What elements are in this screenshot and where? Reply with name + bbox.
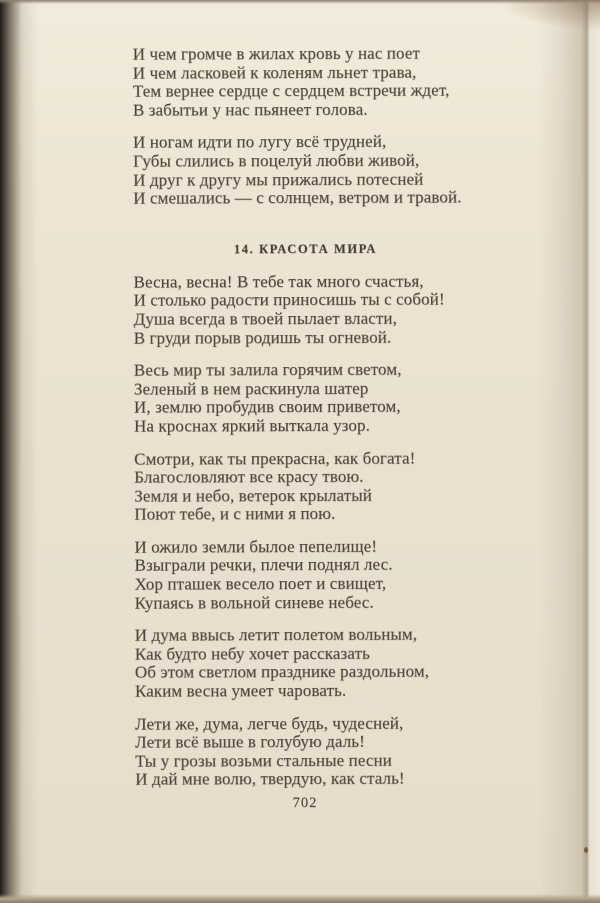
poem-line: Каким весна умеет чаровать. [134,680,347,701]
poem-line: Купаясь в вольной синеве небес. [134,592,374,613]
poem-line: Поют тебе, и с ними я пою. [134,504,336,524]
poem-line: И друг к другу мы прижались потесней [133,169,424,190]
paper-speck [584,847,588,853]
poem-line: Взыграли речки, плечи поднял лес. [134,555,393,576]
page-top-edge [0,0,600,4]
poem-line: И дума ввысь летит полетом вольным, [134,624,418,645]
page-corner-shadow [500,0,600,30]
poem-line: Хор пташек весело поет и свищет, [134,573,387,594]
poem-line: И, землю пробудив своим приветом, [133,396,401,417]
poem-line: И ожило земли былое пепелище! [134,536,378,557]
poem-line: Губы слились в поцелуй любви живой, [133,150,420,171]
poem-line: Душа всегда в твоей пылает власти, [133,308,397,329]
poem-line: И ногам идти по лугу всё трудней, [132,132,387,152]
poem-line: И чем ласковей к коленям льнет трава, [132,62,417,83]
poem-line: И столько радости приносишь ты с собой! [133,289,445,310]
poem-line: Благословляют все красу твою. [134,466,364,487]
stanza [133,272,599,348]
stanza [135,625,600,701]
poem-line: Как будто небу хочет рассказать [134,643,370,664]
poem-line: И дай мне волю, твердую, как сталь! [135,769,405,789]
poem-line: Весь мир ты залила горячим светом, [133,359,402,380]
stanza [135,714,600,790]
stanza [134,537,600,613]
poem-line: Тем вернее сердце с сердцем встречи ждет, [132,80,450,101]
stanza [133,132,599,208]
poem-line: Ты у грозы возьми стальные песни [135,750,392,771]
stanza [133,44,599,120]
poem-line: И смешались — с солнцем, ветром и травой. [133,187,462,208]
poem-line: Лети всё выше в голубую даль! [135,731,365,752]
poem-line: Лети же, дума, легче будь, чудесней, [135,713,404,734]
poem-line: Зеленый в нем раскинула шатер [133,378,369,399]
poem-line: На кроснах яркий выткала узор. [133,415,370,436]
poem-stanzas [0,272,600,790]
page-number: 702 [292,794,318,812]
stanza [134,448,600,524]
poem-continuation-stanzas [0,44,599,209]
poem-line: Земля и небо, ветерок крылатый [134,485,372,506]
poem-line: В забытьи у нас пьянеет голова. [132,99,368,120]
poem-line: Об этом светлом празднике раздольном, [134,661,430,683]
stanza [134,360,600,436]
poem-line: В груди порыв родишь ты огневой. [133,327,392,348]
poem-heading: 14. КРАСОТА МИРА [233,241,377,256]
poem-line: И чем громче в жилах кровь у нас поет [132,43,420,64]
poem-line: Смотри, как ты прекрасна, как богата! [134,448,416,469]
page-bottom-edge [0,894,600,903]
page-text [0,44,600,804]
poem-line: Весна, весна! В тебе так много счастья, [133,271,424,292]
